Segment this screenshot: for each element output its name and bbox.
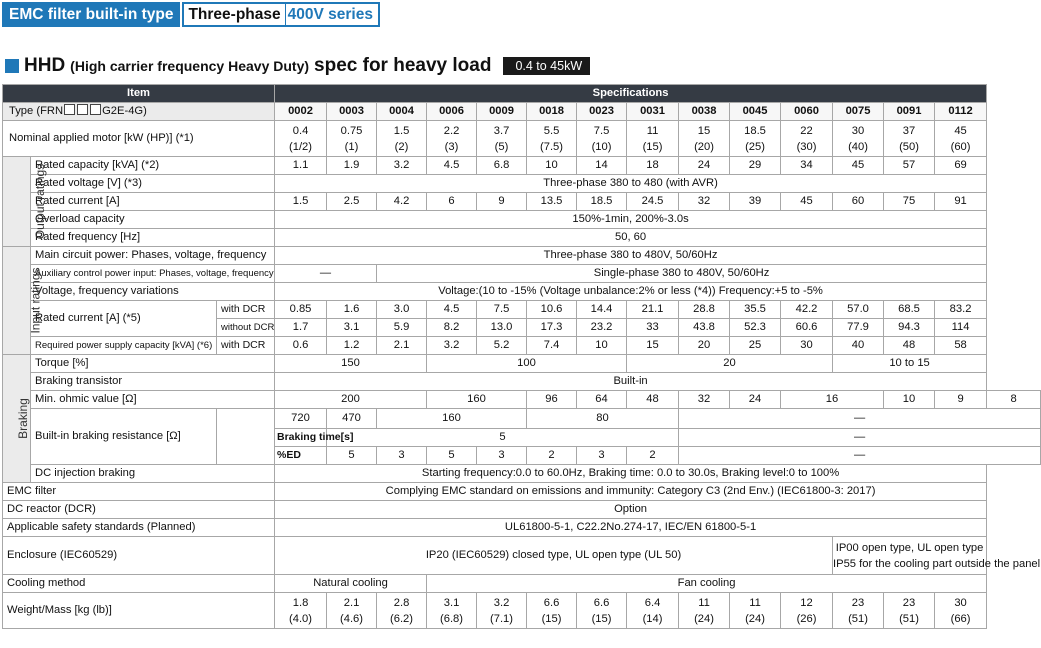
- rated-voltage-value: Three-phase 380 to 480 (with AVR): [275, 175, 987, 193]
- required-supply-value: 1.2: [327, 337, 377, 355]
- required-supply-value: 20: [679, 337, 730, 355]
- cooling-fan: Fan cooling: [427, 575, 987, 593]
- rated-current-label: Rated current [A]: [31, 193, 275, 211]
- type-code: 0023: [577, 103, 627, 121]
- required-supply-value: 25: [730, 337, 781, 355]
- rated-frequency-value: 50, 60: [275, 229, 987, 247]
- rated-current-value: 4.2: [377, 193, 427, 211]
- rated-capacity-value: 57: [884, 157, 935, 175]
- braking-time-label: Braking time[s]: [275, 429, 327, 447]
- type-code: 0018: [527, 103, 577, 121]
- input-current-with-dcr-row: [3, 301, 1041, 319]
- motor-value: 7.5 (10): [577, 121, 627, 157]
- min-ohmic-value: 10: [884, 391, 935, 409]
- rated-current-value: 9: [477, 193, 527, 211]
- rated-capacity-value: 45: [833, 157, 884, 175]
- weight-value: 30 (66): [935, 593, 987, 629]
- braking-resistance-value: 470: [327, 409, 377, 429]
- type-code: 0060: [781, 103, 833, 121]
- rated-frequency-label: Rated frequency [Hz]: [31, 229, 275, 247]
- duty-cycle-value: 2: [527, 447, 577, 465]
- duty-cycle-value: 3: [377, 447, 427, 465]
- required-supply-label: Required power supply capacity [kVA] (*6): [31, 337, 217, 355]
- min-ohmic-value: 32: [679, 391, 730, 409]
- weight-label: Weight/Mass [kg (lb)]: [3, 593, 275, 629]
- motor-value: 22 (30): [781, 121, 833, 157]
- duty-cycle-value: 3: [577, 447, 627, 465]
- input-current-with-dcr-value: 35.5: [730, 301, 781, 319]
- weight-row: [3, 593, 1041, 629]
- header-row: [3, 85, 1041, 103]
- required-supply-row: [3, 337, 1041, 355]
- type-label: Type (FRN G2E-4G): [3, 103, 275, 121]
- motor-value: 30 (40): [833, 121, 884, 157]
- spec-header: Specifications: [275, 85, 987, 103]
- rated-current-value: 91: [935, 193, 987, 211]
- motor-value: 15 (20): [679, 121, 730, 157]
- dc-injection-value: Starting frequency:0.0 to 60.0Hz, Braking time: 0.0 to 30.0s, Braking level:0 to 100%: [275, 465, 987, 483]
- input-current-with-dcr-value: 4.5: [427, 301, 477, 319]
- main-power-label: Main circuit power: Phases, voltage, frequency: [31, 247, 275, 265]
- safety-value: UL61800-5-1, C22.2No.274-17, IEC/EN 61800-5-1: [275, 519, 987, 537]
- braking-transistor-row: [3, 373, 1041, 391]
- required-supply-value: 48: [884, 337, 935, 355]
- rated-capacity-row: [3, 157, 1041, 175]
- motor-value: 3.7 (5): [477, 121, 527, 157]
- motor-value: 0.4 (1/2): [275, 121, 327, 157]
- banner-phase-label: Three-phase: [182, 2, 284, 27]
- cooling-natural: Natural cooling: [275, 575, 427, 593]
- rated-current-value: 1.5: [275, 193, 327, 211]
- braking-transistor-value: Built-in: [275, 373, 987, 391]
- torque-value: 20: [627, 355, 833, 373]
- duty-cycle-value: —: [679, 447, 1041, 465]
- input-current-without-dcr-value: 60.6: [781, 319, 833, 337]
- input-current-with-dcr-value: 21.1: [627, 301, 679, 319]
- input-current-without-dcr-value: 13.0: [477, 319, 527, 337]
- input-current-with-dcr-value: 42.2: [781, 301, 833, 319]
- weight-value: 6.4 (14): [627, 593, 679, 629]
- rated-current-value: 60: [833, 193, 884, 211]
- banner-series-label: 400V series: [285, 2, 380, 27]
- min-ohmic-value: 64: [577, 391, 627, 409]
- type-code: 0004: [377, 103, 427, 121]
- input-current-label: Rated current [A] (*5): [31, 301, 217, 337]
- group-braking: Braking: [3, 355, 31, 483]
- dc-injection-label: DC injection braking: [31, 465, 275, 483]
- input-current-without-dcr-value: 94.3: [884, 319, 935, 337]
- input-current-with-dcr-value: 0.85: [275, 301, 327, 319]
- min-ohmic-value: 9: [935, 391, 987, 409]
- min-ohmic-value: 200: [275, 391, 427, 409]
- min-ohmic-value: 48: [627, 391, 679, 409]
- power-range-badge: 0.4 to 45kW: [503, 57, 590, 75]
- rated-capacity-value: 1.9: [327, 157, 377, 175]
- main-power-value: Three-phase 380 to 480V, 50/60Hz: [275, 247, 987, 265]
- rated-capacity-value: 69: [935, 157, 987, 175]
- input-current-without-dcr-value: 17.3: [527, 319, 577, 337]
- braking-resistance-value: 80: [527, 409, 679, 429]
- rated-capacity-value: 34: [781, 157, 833, 175]
- safety-row: [3, 519, 1041, 537]
- rated-capacity-value: 6.8: [477, 157, 527, 175]
- rated-current-value: 13.5: [527, 193, 577, 211]
- series-banner: [2, 2, 380, 27]
- weight-value: 1.8 (4.0): [275, 593, 327, 629]
- rated-capacity-value: 4.5: [427, 157, 477, 175]
- placeholder-box-icon: [77, 104, 88, 115]
- aux-power-label: Auxiliary control power input: Phases, voltage, frequency: [31, 265, 275, 283]
- variations-row: [3, 283, 1041, 301]
- input-current-with-dcr-value: 28.8: [679, 301, 730, 319]
- input-current-with-dcr-value: 3.0: [377, 301, 427, 319]
- duty-cycle-value: 2: [627, 447, 679, 465]
- motor-value: 45 (60): [935, 121, 987, 157]
- min-ohmic-value: 8: [987, 391, 1041, 409]
- braking-transistor-label: Braking transistor: [31, 373, 275, 391]
- placeholder-box-icon: [90, 104, 101, 115]
- torque-label: Torque [%]: [31, 355, 275, 373]
- group-output-ratings: Output ratings: [3, 157, 31, 247]
- rated-current-value: 18.5: [577, 193, 627, 211]
- min-ohmic-value: 96: [527, 391, 577, 409]
- torque-value: 150: [275, 355, 427, 373]
- group-input-ratings: Input ratings: [3, 247, 31, 355]
- overload-label: Overload capacity: [31, 211, 275, 229]
- heading-hhd-expansion: (High carrier frequency Heavy Duty): [70, 58, 310, 74]
- overload-value: 150%-1min, 200%-3.0s: [275, 211, 987, 229]
- type-code: 0031: [627, 103, 679, 121]
- safety-label: Applicable safety standards (Planned): [3, 519, 275, 537]
- rated-current-value: 75: [884, 193, 935, 211]
- enclosure-label: Enclosure (IEC60529): [3, 537, 275, 575]
- dc-reactor-value: Option: [275, 501, 987, 519]
- without-dcr-label: without DCR: [217, 319, 275, 337]
- rated-capacity-value: 3.2: [377, 157, 427, 175]
- type-code: 0112: [935, 103, 987, 121]
- input-current-without-dcr-value: 33: [627, 319, 679, 337]
- torque-value: 10 to 15: [833, 355, 987, 373]
- input-current-without-dcr-value: 3.1: [327, 319, 377, 337]
- rated-current-value: 45: [781, 193, 833, 211]
- input-current-without-dcr-value: 5.9: [377, 319, 427, 337]
- rated-capacity-value: 10: [527, 157, 577, 175]
- variations-label: Voltage, frequency variations: [31, 283, 275, 301]
- banner-emc-label: EMC filter built-in type: [2, 2, 180, 27]
- input-current-without-dcr-value: 52.3: [730, 319, 781, 337]
- heading-square-icon: [5, 59, 19, 73]
- rated-capacity-label: Rated capacity [kVA] (*2): [31, 157, 275, 175]
- type-code: 0009: [477, 103, 527, 121]
- dc-reactor-label: DC reactor (DCR): [3, 501, 275, 519]
- braking-time-value: 5: [327, 429, 679, 447]
- weight-value: 2.8 (6.2): [377, 593, 427, 629]
- main-power-row: [3, 247, 1041, 265]
- input-current-without-dcr-value: 23.2: [577, 319, 627, 337]
- input-current-without-dcr-value: 114: [935, 319, 987, 337]
- required-supply-with-dcr: with DCR: [217, 337, 275, 355]
- heading-hhd: HHD: [24, 55, 66, 76]
- rated-current-value: 6: [427, 193, 477, 211]
- motor-value: 1.5 (2): [377, 121, 427, 157]
- duty-cycle-value: 3: [477, 447, 527, 465]
- rated-current-value: 39: [730, 193, 781, 211]
- motor-value: 2.2 (3): [427, 121, 477, 157]
- min-ohmic-value: 16: [781, 391, 884, 409]
- overload-row: [3, 211, 1041, 229]
- motor-value: 5.5 (7.5): [527, 121, 577, 157]
- braking-resistance-label: Built-in braking resistance [Ω]: [31, 409, 217, 465]
- required-supply-value: 10: [577, 337, 627, 355]
- duty-cycle-label: %ED: [275, 447, 327, 465]
- min-ohmic-value: 160: [427, 391, 527, 409]
- aux-power-value: Single-phase 380 to 480V, 50/60Hz: [377, 265, 987, 283]
- braking-resistance-row: [3, 409, 1041, 429]
- emc-filter-value: Complying EMC standard on emissions and immunity: Category C3 (2nd Env.) (IEC61800-3: 2017): [275, 483, 987, 501]
- required-supply-value: 15: [627, 337, 679, 355]
- enclosure-value-large: IP00 open type, UL open type IP55 for the cooling part outside the panel: [833, 537, 987, 575]
- rated-capacity-value: 29: [730, 157, 781, 175]
- motor-label: Nominal applied motor [kW (HP)] (*1): [3, 121, 275, 157]
- cooling-label: Cooling method: [3, 575, 275, 593]
- min-ohmic-label: Min. ohmic value [Ω]: [31, 391, 275, 409]
- rated-voltage-row: [3, 175, 1041, 193]
- braking-resistance-value: 160: [377, 409, 527, 429]
- rated-current-value: 2.5: [327, 193, 377, 211]
- rated-capacity-value: 24: [679, 157, 730, 175]
- rated-current-value: 32: [679, 193, 730, 211]
- duty-cycle-value: 5: [327, 447, 377, 465]
- required-supply-value: 30: [781, 337, 833, 355]
- weight-value: 2.1 (4.6): [327, 593, 377, 629]
- input-current-without-dcr-value: 1.7: [275, 319, 327, 337]
- required-supply-value: 2.1: [377, 337, 427, 355]
- heading-title: spec for heavy load: [314, 55, 492, 76]
- rated-frequency-row: [3, 229, 1041, 247]
- weight-value: 23 (51): [884, 593, 935, 629]
- weight-value: 12 (26): [781, 593, 833, 629]
- input-current-with-dcr-value: 57.0: [833, 301, 884, 319]
- input-current-with-dcr-value: 10.6: [527, 301, 577, 319]
- weight-value: 3.2 (7.1): [477, 593, 527, 629]
- input-current-without-dcr-value: 43.8: [679, 319, 730, 337]
- input-current-with-dcr-value: 83.2: [935, 301, 987, 319]
- type-code: 0038: [679, 103, 730, 121]
- motor-value: 0.75 (1): [327, 121, 377, 157]
- torque-row: [3, 355, 1041, 373]
- input-current-without-dcr-value: 77.9: [833, 319, 884, 337]
- weight-value: 11 (24): [730, 593, 781, 629]
- rated-capacity-value: 14: [577, 157, 627, 175]
- type-code: 0006: [427, 103, 477, 121]
- weight-value: 3.1 (6.8): [427, 593, 477, 629]
- weight-value: 6.6 (15): [527, 593, 577, 629]
- enclosure-value: IP20 (IEC60529) closed type, UL open type (UL 50): [275, 537, 833, 575]
- aux-power-row: [3, 265, 1041, 283]
- rated-capacity-value: 1.1: [275, 157, 327, 175]
- torque-value: 100: [427, 355, 627, 373]
- braking-resistance-value: —: [679, 409, 1041, 429]
- enclosure-row: [3, 537, 1041, 575]
- weight-value: 23 (51): [833, 593, 884, 629]
- rated-capacity-value: 18: [627, 157, 679, 175]
- weight-value: 6.6 (15): [577, 593, 627, 629]
- required-supply-value: 5.2: [477, 337, 527, 355]
- min-ohmic-value: 24: [730, 391, 781, 409]
- braking-resistance-value: 720: [275, 409, 327, 429]
- duty-cycle-value: 5: [427, 447, 477, 465]
- rated-current-row: [3, 193, 1041, 211]
- variations-value: Voltage:(10 to -15% (Voltage unbalance:2% or less (*4)) Frequency:+5 to -5%: [275, 283, 987, 301]
- type-code: 0091: [884, 103, 935, 121]
- type-row: [3, 103, 1041, 121]
- type-code: 0045: [730, 103, 781, 121]
- item-header: Item: [3, 85, 275, 103]
- dc-injection-row: [3, 465, 1041, 483]
- required-supply-value: 40: [833, 337, 884, 355]
- weight-value: 11 (24): [679, 593, 730, 629]
- braking-time-value: —: [679, 429, 1041, 447]
- input-current-without-dcr-value: 8.2: [427, 319, 477, 337]
- emc-filter-label: EMC filter: [3, 483, 275, 501]
- type-code: 0003: [327, 103, 377, 121]
- emc-filter-row: [3, 483, 1041, 501]
- input-current-with-dcr-value: 1.6: [327, 301, 377, 319]
- input-current-with-dcr-value: 68.5: [884, 301, 935, 319]
- input-current-with-dcr-value: 7.5: [477, 301, 527, 319]
- required-supply-value: 0.6: [275, 337, 327, 355]
- section-heading: [5, 52, 590, 80]
- min-ohmic-row: [3, 391, 1041, 409]
- type-code: 0075: [833, 103, 884, 121]
- type-code: 0002: [275, 103, 327, 121]
- spec-table: [2, 84, 1041, 629]
- aux-power-dash: —: [275, 265, 377, 283]
- rated-current-value: 24.5: [627, 193, 679, 211]
- required-supply-value: 58: [935, 337, 987, 355]
- input-current-with-dcr-value: 14.4: [577, 301, 627, 319]
- required-supply-value: 7.4: [527, 337, 577, 355]
- motor-row: [3, 121, 1041, 157]
- motor-value: 18.5 (25): [730, 121, 781, 157]
- motor-value: 11 (15): [627, 121, 679, 157]
- with-dcr-label: with DCR: [217, 301, 275, 319]
- motor-value: 37 (50): [884, 121, 935, 157]
- required-supply-value: 3.2: [427, 337, 477, 355]
- placeholder-box-icon: [64, 104, 75, 115]
- rated-voltage-label: Rated voltage [V] (*3): [31, 175, 275, 193]
- cooling-row: [3, 575, 1041, 593]
- dc-reactor-row: [3, 501, 1041, 519]
